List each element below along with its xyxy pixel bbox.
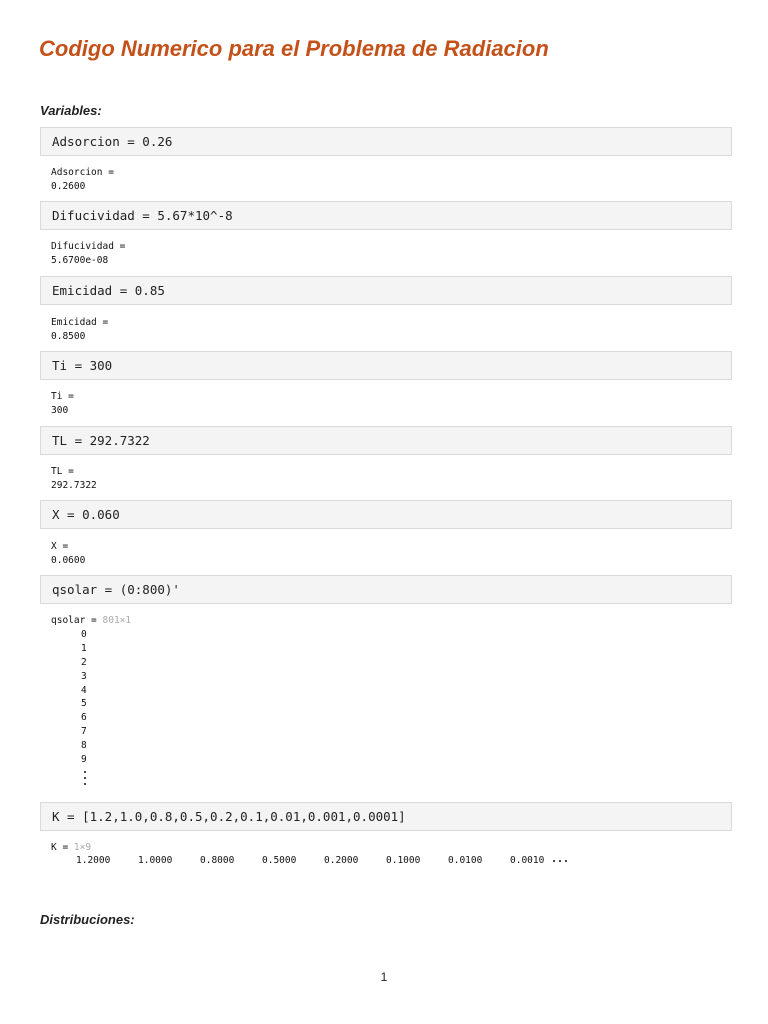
output-label: qsolar =: [51, 615, 97, 626]
output-value: 5.6700e-08: [51, 254, 109, 266]
list-item: 0: [81, 629, 87, 640]
output-label: Difucividad =: [51, 241, 126, 252]
table-cell: 0.2000: [324, 855, 359, 866]
output-ti: [51, 390, 74, 418]
section-heading-distribuciones: Distribuciones:: [40, 912, 135, 927]
document-title: Codigo Numerico para el Problema de Radiacion: [39, 36, 549, 61]
output-label: Ti =: [51, 391, 74, 402]
output-size-hint: 1×9: [73, 842, 92, 853]
list-item: 7: [81, 726, 87, 738]
output-value: 300: [51, 404, 69, 416]
section-heading-variables: Variables:: [40, 103, 102, 118]
code-cell-k[interactable]: K = [1.2,1.0,0.8,0.5,0.2,0.1,0.01,0.001,0.0001]: [40, 802, 732, 831]
code-cell-tl[interactable]: TL = 292.7322: [40, 426, 732, 455]
output-label: Adsorcion =: [51, 167, 114, 178]
list-item: 9: [81, 754, 87, 766]
code-cell-adsorcion[interactable]: Adsorcion = 0.26: [40, 127, 732, 156]
list-item: 5: [81, 698, 87, 710]
list-item: 8: [81, 740, 87, 752]
output-tl: [51, 465, 97, 493]
table-cell: 0.5000: [262, 855, 297, 866]
code-cell-qsolar[interactable]: qsolar = (0:800)': [40, 575, 732, 604]
output-adsorcion: [51, 166, 114, 194]
output-value: 0.0600: [51, 554, 86, 566]
table-cell: 1.2000: [76, 855, 111, 866]
table-cell: 0.0010: [510, 855, 545, 866]
code-cell-emicidad[interactable]: Emicidad = 0.85: [40, 276, 732, 305]
output-label: Emicidad =: [51, 317, 109, 328]
table-cell: 1.0000: [138, 855, 173, 866]
output-k-header: [51, 841, 91, 855]
output-qsolar-header: [51, 614, 131, 628]
code-cell-difucividad[interactable]: Difucividad = 5.67*10^-8: [40, 201, 732, 230]
list-item: 3: [81, 670, 87, 682]
list-item: 1: [81, 642, 87, 654]
output-difucividad: [51, 240, 125, 268]
output-label: K =: [51, 842, 69, 853]
output-label: TL =: [51, 466, 74, 477]
output-emicidad: [51, 316, 108, 344]
horizontal-ellipsis-icon[interactable]: [553, 860, 575, 863]
output-value: 292.7322: [51, 479, 97, 491]
table-cell: 0.8000: [200, 855, 235, 866]
output-x: [51, 540, 85, 568]
output-value: 0.8500: [51, 330, 86, 342]
list-item: 6: [81, 712, 87, 724]
table-cell: 0.0100: [448, 855, 483, 866]
page-number: 1: [380, 970, 388, 984]
vertical-ellipsis-icon[interactable]: [84, 771, 88, 791]
code-cell-ti[interactable]: Ti = 300: [40, 351, 732, 380]
list-item: 4: [81, 684, 87, 696]
output-size-hint: 801×1: [102, 615, 132, 626]
code-cell-x[interactable]: X = 0.060: [40, 500, 732, 529]
list-item: 2: [81, 656, 87, 668]
k-value-row: [76, 855, 596, 869]
qsolar-value-list: [81, 628, 87, 767]
table-cell: 0.1000: [386, 855, 421, 866]
output-value: 0.2600: [51, 180, 86, 192]
output-label: X =: [51, 541, 69, 552]
